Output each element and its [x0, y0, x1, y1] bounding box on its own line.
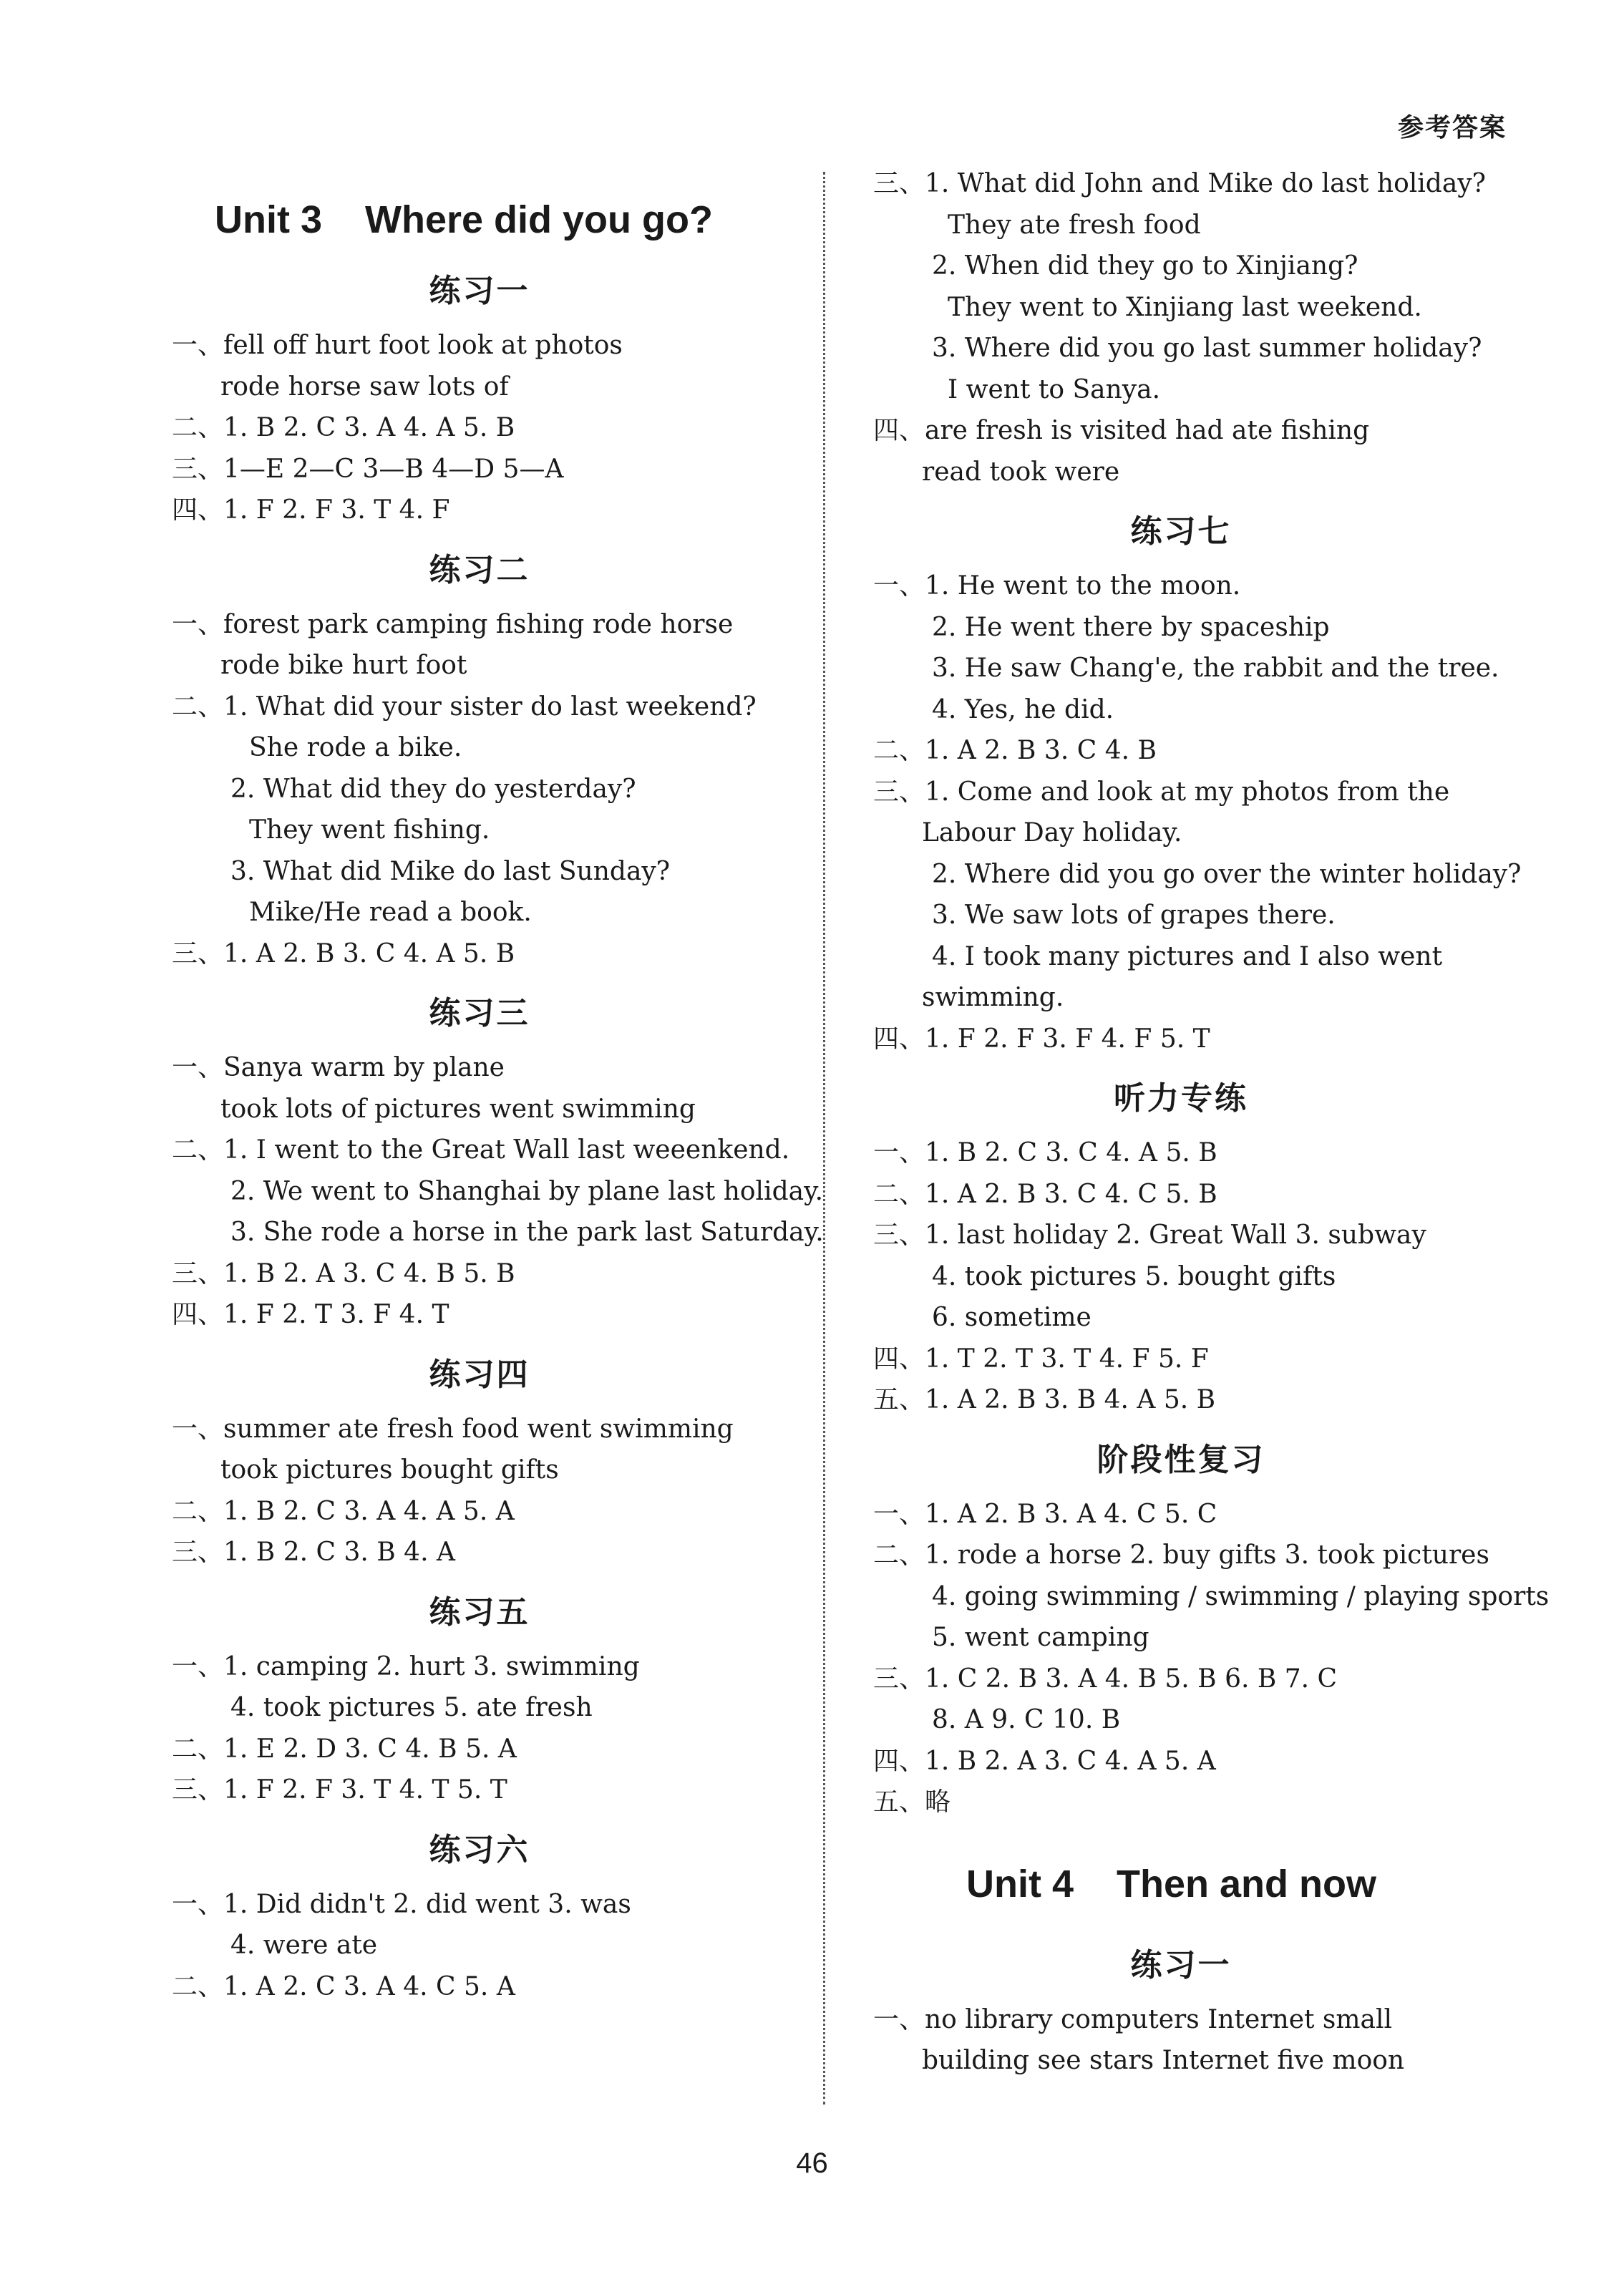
- section-title: 练习三: [429, 995, 530, 1031]
- answer-line: She rode a bike.: [249, 733, 462, 762]
- answer-line: 二、1. I went to the Great Wall last weeenkend.: [172, 1135, 790, 1165]
- answer-line: 一、fell off hurt foot look at photos: [172, 331, 623, 360]
- answer-line: 4. going swimming / swimming / playing sports: [932, 1581, 1550, 1611]
- answer-line: 二、1. A 2. C 3. A 4. C 5. A: [172, 1971, 515, 2001]
- answer-line: 5. went camping: [932, 1623, 1149, 1652]
- answer-line: took pictures bought gifts: [220, 1455, 559, 1485]
- answer-line: 4. were ate: [230, 1931, 378, 1960]
- section-title: 练习二: [429, 551, 530, 588]
- answer-line: 2. He went there by spaceship: [932, 612, 1330, 642]
- answer-line: 三、1. C 2. B 3. A 4. B 5. B 6. B 7. C: [873, 1664, 1338, 1694]
- answer-line: 3. He saw Chang'e, the rabbit and the tree.: [932, 654, 1499, 683]
- answer-line: 四、1. T 2. T 3. T 4. F 5. F: [873, 1344, 1209, 1374]
- answer-line: 二、1. B 2. C 3. A 4. A 5. A: [172, 1496, 515, 1526]
- answer-line: 三、1. last holiday 2. Great Wall 3. subway: [873, 1220, 1426, 1250]
- section-title: 练习一: [429, 273, 530, 309]
- answer-line: 二、1. B 2. C 3. A 4. A 5. B: [172, 413, 515, 442]
- answer-line: 一、1. He went to the moon.: [873, 571, 1241, 601]
- answer-line: 4. Yes, he did.: [932, 694, 1114, 724]
- section-title: 练习六: [429, 1831, 530, 1868]
- answer-line: 3. She rode a horse in the park last Saturday.: [230, 1218, 824, 1247]
- section-title: 练习七: [1130, 513, 1232, 550]
- right-column: [873, 163, 1550, 2082]
- section-title: 练习一: [1130, 1946, 1232, 1984]
- unit-3-title: [215, 188, 787, 252]
- answer-line: 一、Sanya warm by plane: [172, 1053, 505, 1082]
- unit-4-title: [966, 1852, 1489, 1916]
- answer-line: 三、1—E 2—C 3—B 4—D 5—A: [172, 454, 564, 484]
- section-title: 练习四: [429, 1356, 530, 1393]
- answer-line: 四、1. F 2. F 3. F 4. F 5. T: [873, 1024, 1210, 1054]
- column-divider: [823, 172, 825, 2104]
- answer-line: 一、forest park camping fishing rode horse: [172, 609, 734, 639]
- answer-line: 二、1. A 2. B 3. C 4. B: [873, 736, 1157, 765]
- answer-line: read took were: [922, 457, 1120, 487]
- answer-line: 6. sometime: [932, 1303, 1091, 1332]
- left-column: [172, 163, 824, 2007]
- section-title: 听力专练: [1114, 1080, 1248, 1117]
- answer-line: 3. What did Mike do last Sunday?: [230, 856, 671, 886]
- section-title: 练习五: [429, 1593, 530, 1631]
- answer-line: 二、1. What did your sister do last weekend?: [172, 691, 757, 722]
- answer-line: 四、are fresh is visited had ate fishing: [873, 416, 1370, 445]
- answer-line: 4. I took many pictures and I also went: [932, 941, 1443, 971]
- answer-line: 三、1. Come and look at my photos from the: [873, 777, 1450, 807]
- answer-line: 8. A 9. C 10. B: [932, 1705, 1121, 1734]
- answer-line: 二、1. E 2. D 3. C 4. B 5. A: [172, 1734, 517, 1764]
- answer-line: 2. When did they go to Xinjiang?: [932, 251, 1358, 281]
- answer-line: 一、1. B 2. C 3. C 4. A 5. B: [873, 1138, 1217, 1167]
- answer-line: 一、1. camping 2. hurt 3. swimming: [172, 1651, 640, 1681]
- answer-line: 2. What did they do yesterday?: [230, 774, 636, 804]
- unit-number: Unit 4: [966, 1862, 1074, 1906]
- answer-line: Mike/He read a book.: [249, 898, 532, 927]
- unit-name: Where did you go?: [365, 198, 713, 241]
- section-title: 阶段性复习: [1097, 1441, 1265, 1478]
- answer-line: 3. We saw lots of grapes there.: [932, 900, 1336, 930]
- answer-line: 二、1. A 2. B 3. C 4. C 5. B: [873, 1179, 1217, 1209]
- answer-line: 四、1. B 2. A 3. C 4. A 5. A: [873, 1746, 1216, 1776]
- answer-line: 四、1. F 2. F 3. T 4. F: [172, 495, 450, 525]
- answer-line: 五、略: [873, 1787, 951, 1817]
- answer-line: 一、1. A 2. B 3. A 4. C 5. C: [873, 1499, 1217, 1529]
- answer-line: 三、1. What did John and Mike do last holiday?: [873, 169, 1486, 198]
- page-number: 46: [796, 2147, 828, 2179]
- answer-line: rode bike hurt foot: [220, 651, 467, 680]
- answer-line: 四、1. F 2. T 3. F 4. T: [172, 1300, 449, 1329]
- answer-line: 一、summer ate fresh food went swimming: [172, 1414, 734, 1444]
- answer-line: swimming.: [922, 983, 1064, 1012]
- answer-line: rode horse saw lots of: [220, 372, 509, 402]
- answer-line: 三、1. F 2. F 3. T 4. T 5. T: [172, 1775, 507, 1805]
- answer-line: 2. Where did you go over the winter holiday?: [932, 859, 1522, 889]
- answer-line: 五、1. A 2. B 3. B 4. A 5. B: [873, 1385, 1216, 1414]
- answer-line: I went to Sanya.: [948, 374, 1161, 404]
- answer-line: 二、1. rode a horse 2. buy gifts 3. took pictures: [873, 1540, 1489, 1570]
- answer-line: 一、no library computers Internet small: [873, 2004, 1393, 2034]
- unit-number: Unit 3: [215, 198, 323, 241]
- answer-line: 4. took pictures 5. bought gifts: [932, 1261, 1336, 1291]
- answer-line: 3. Where did you go last summer holiday?: [932, 334, 1482, 363]
- answer-line: took lots of pictures went swimming: [220, 1094, 696, 1124]
- answer-line: building see stars Internet five moon: [922, 2046, 1405, 2075]
- page-header: 参考答案: [1397, 113, 1507, 142]
- answer-line: They ate fresh food: [948, 210, 1201, 240]
- answer-line: 三、1. B 2. C 3. B 4. A: [172, 1538, 455, 1567]
- answer-line: They went to Xinjiang last weekend.: [948, 292, 1422, 322]
- answer-line: 一、1. Did didn't 2. did went 3. was: [172, 1889, 631, 1919]
- answer-line: 三、1. B 2. A 3. C 4. B 5. B: [172, 1258, 515, 1288]
- unit-name: Then and now: [1117, 1862, 1376, 1906]
- answer-line: 三、1. A 2. B 3. C 4. A 5. B: [172, 938, 515, 968]
- answer-line: They went fishing.: [249, 815, 490, 845]
- answer-line: Labour Day holiday.: [922, 818, 1182, 848]
- answer-line: 2. We went to Shanghai by plane last holiday.: [230, 1176, 824, 1206]
- answer-line: 4. took pictures 5. ate fresh: [230, 1693, 593, 1722]
